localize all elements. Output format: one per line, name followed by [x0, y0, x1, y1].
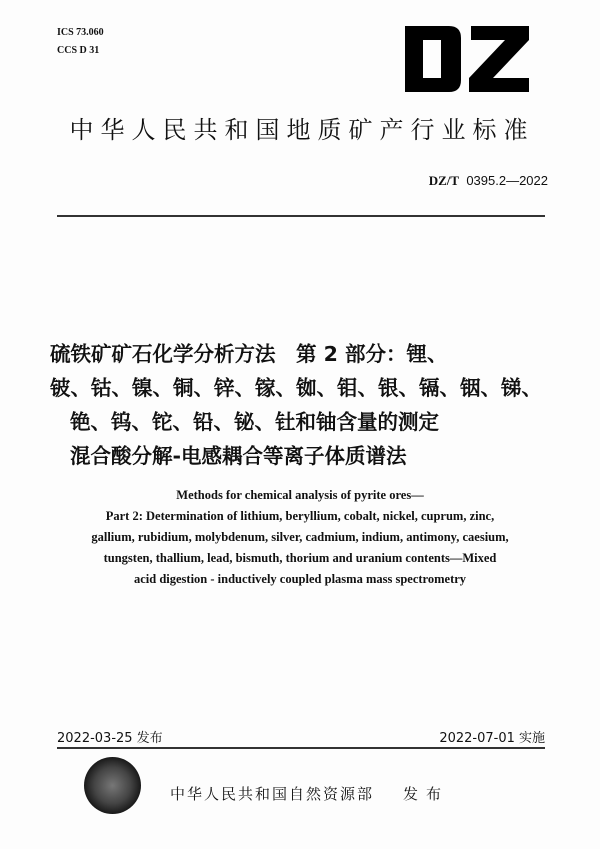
english-title-line: gallium, rubidium, molybdenum, silver, cadmium, indium, antimony, caesium,	[91, 530, 509, 544]
standard-code: 0395.2—2022	[466, 173, 548, 188]
footer-divider	[57, 747, 545, 749]
classification-codes	[57, 24, 104, 60]
chinese-title-line: 混合酸分解-电感耦合等离子体质谱法	[70, 444, 407, 468]
publisher-name: 中华人民共和国自然资源部	[170, 785, 375, 803]
english-title-line: tungsten, thallium, lead, bismuth, thorium and uranium contents—Mixed	[103, 551, 497, 565]
standard-number	[429, 173, 548, 189]
ministry-seal-icon	[84, 757, 141, 814]
english-title	[40, 485, 560, 590]
english-title-line: acid digestion - inductively coupled plasma mass spectrometry	[133, 572, 467, 586]
ccs-code: CCS D 31	[57, 45, 100, 56]
ics-code: ICS 73.060	[57, 27, 104, 38]
chinese-title-line: 硫铁矿矿石化学分析方法 第 2 部分：锂、	[50, 342, 448, 366]
implementation-date: 2022-07-01 实施	[439, 731, 545, 746]
issue-date: 2022-03-25 发布	[57, 731, 163, 746]
standard-category: 中华人民共和国地质矿产行业标准	[69, 116, 535, 144]
english-title-line: Part 2: Determination of lithium, beryllium, cobalt, nickel, cuprum, zinc,	[105, 509, 495, 523]
standard-prefix: DZ/T	[428, 173, 460, 188]
dz-logo	[405, 26, 531, 92]
chinese-title-line: 铯、钨、铊、铅、铋、钍和铀含量的测定	[70, 410, 439, 434]
header-divider	[57, 215, 545, 217]
english-title-line: Methods for chemical analysis of pyrite ores—	[176, 488, 424, 502]
publish-label: 发布	[403, 785, 450, 803]
chinese-title-line: 铍、钴、镍、铜、锌、镓、铷、钼、银、镉、铟、锑、	[50, 376, 542, 400]
chinese-title	[50, 337, 575, 473]
